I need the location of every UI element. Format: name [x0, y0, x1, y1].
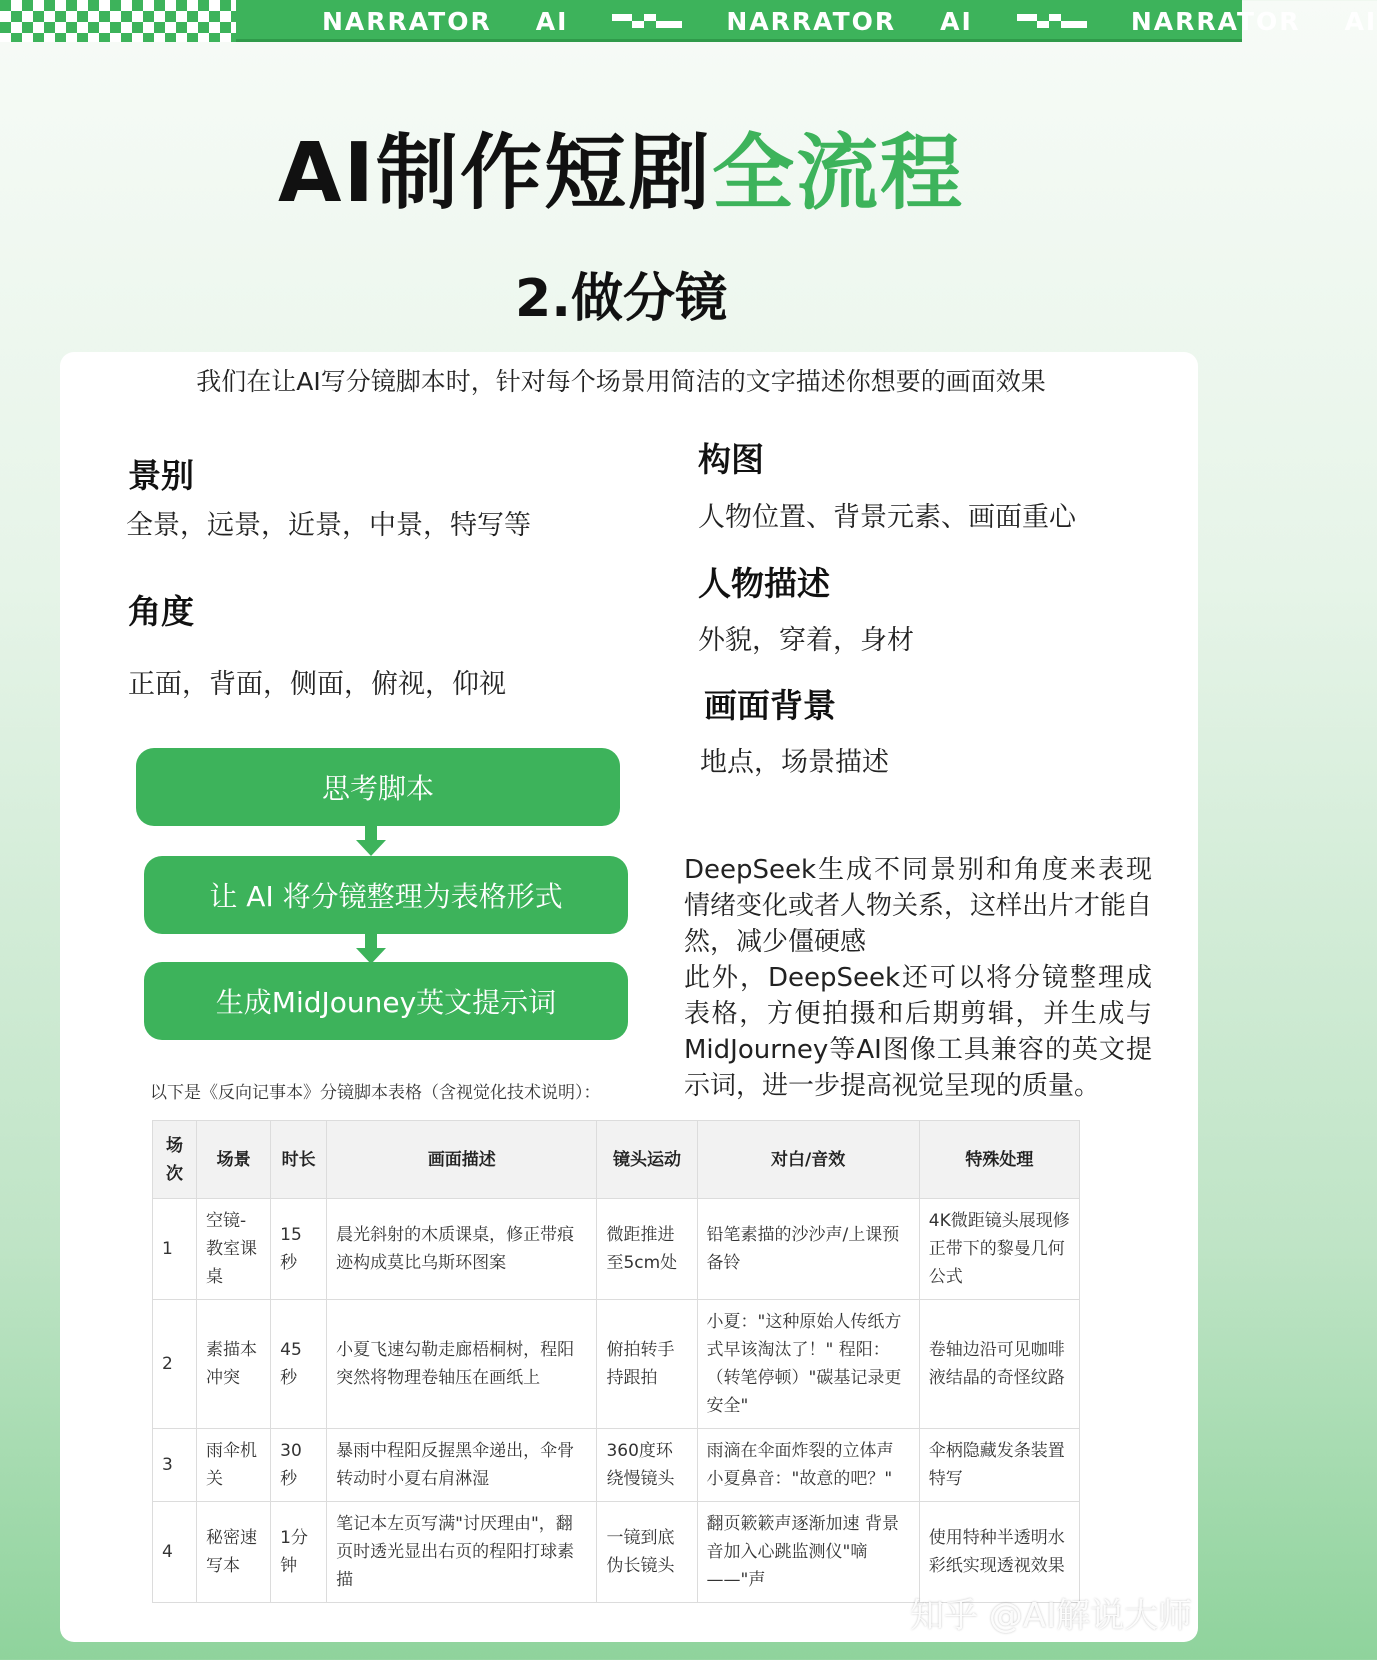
title-part2: 全流程: [711, 126, 964, 221]
background-text: 地点，场景描述: [700, 747, 889, 778]
banner-text: AI: [940, 6, 973, 36]
table-cell: 30秒: [271, 1429, 327, 1502]
table-header: 画面描述: [327, 1121, 597, 1199]
table-cell: 360度环绕慢镜头: [597, 1429, 697, 1502]
flow-step-3: [144, 962, 628, 1040]
table-cell: 一镜到底伪长镜头: [597, 1502, 697, 1603]
background-heading: 画面背景: [704, 686, 836, 725]
stripe-icon: [1017, 14, 1087, 28]
table-cell: 空镜-教室课桌: [197, 1199, 271, 1300]
table-cell: 伞柄隐藏发条装置特写: [919, 1429, 1079, 1502]
table-cell: 笔记本左页写满"讨厌理由"，翻页时透光显出右页的程阳打球素描: [327, 1502, 597, 1603]
angle-heading: 角度: [128, 592, 194, 631]
table-cell: 1分钟: [271, 1502, 327, 1603]
down-arrow-icon: [356, 826, 386, 858]
intro-text: 我们在让AI写分镜脚本时，针对每个场景用简洁的文字描述你想要的画面效果: [196, 367, 1046, 396]
character-text: 外貌，穿着，身材: [698, 625, 914, 656]
banner-text: AI: [1344, 6, 1377, 36]
table-row: [153, 1300, 1080, 1429]
table-header: 场次: [153, 1121, 197, 1199]
banner-text: NARRATOR: [322, 6, 492, 36]
banner-text: NARRATOR: [726, 6, 897, 36]
table-cell: 小夏："这种原始人传纸方式早该淘汰了！" 程阳：（转笔停顿）"碳基记录更安全": [697, 1300, 919, 1429]
flow-step-2: [144, 856, 628, 934]
table-cell: 暴雨中程阳反握黑伞递出，伞骨转动时小夏右肩淋湿: [327, 1429, 597, 1502]
table-cell: 秘密速写本: [197, 1502, 271, 1603]
table-cell: 铅笔素描的沙沙声/上课预备铃: [697, 1199, 919, 1300]
top-banner: [0, 0, 1377, 42]
table-cell: 小夏飞速勾勒走廊梧桐树，程阳突然将物理卷轴压在画纸上: [327, 1300, 597, 1429]
flow-step-1: [136, 748, 620, 826]
table-header: 场景: [197, 1121, 271, 1199]
table-cell: 微距推进至5cm处: [597, 1199, 697, 1300]
table-cell: 晨光斜射的木质课桌，修正带痕迹构成莫比乌斯环图案: [327, 1199, 597, 1300]
table-row: [153, 1429, 1080, 1502]
checker-pattern: [0, 0, 236, 42]
table-row: [153, 1199, 1080, 1300]
table-cell: 俯拍转手持跟拍: [597, 1300, 697, 1429]
table-cell: 3: [153, 1429, 197, 1502]
table-caption: 以下是《反向记事本》分镜脚本表格（含视觉化技术说明）：: [150, 1083, 601, 1103]
composition-heading: 构图: [698, 440, 764, 479]
shot-type-text: 全景，远景，近景，中景，特写等: [126, 510, 531, 541]
table-header: 镜头运动: [597, 1121, 697, 1199]
table-cell: 卷轴边沿可见咖啡液结晶的奇怪纹路: [919, 1300, 1079, 1429]
composition-text: 人物位置、背景元素、画面重心: [698, 502, 1076, 533]
table-header: 时长: [271, 1121, 327, 1199]
table-cell: 15秒: [271, 1199, 327, 1300]
table-cell: 4K微距镜头展现修正带下的黎曼几何公式: [919, 1199, 1079, 1300]
table-cell: 4: [153, 1502, 197, 1603]
table-cell: 2: [153, 1300, 197, 1429]
watermark: 知乎 @AI解说大师: [910, 1596, 1193, 1636]
table-cell: 雨滴在伞面炸裂的立体声 小夏鼻音："故意的吧？": [697, 1429, 919, 1502]
character-heading: 人物描述: [698, 564, 830, 603]
banner-ticker: [322, 0, 1377, 42]
table-header: 特殊处理: [919, 1121, 1079, 1199]
table-cell: 素描本冲突: [197, 1300, 271, 1429]
table-cell: 使用特种半透明水彩纸实现透视效果: [919, 1502, 1079, 1603]
angle-text: 正面，背面，侧面，俯视，仰视: [128, 669, 506, 700]
table-cell: 1: [153, 1199, 197, 1300]
flow-step-label: 让 AI 将分镜整理为表格形式: [209, 880, 563, 913]
description-text: DeepSeek生成不同景别和角度来表现情绪变化或者人物关系，这样出片才能自然，减少僵硬感 此外，DeepSeek还可以将分镜整理成表格，方便拍摄和后期剪辑，并生成与MidJourney等AI图像工具兼容的英文提示词，进一步提高视觉呈现的质量。: [684, 855, 1153, 1101]
table-header: 对白/音效: [697, 1121, 919, 1199]
page-subtitle: 2.做分镜: [515, 269, 727, 329]
page-title: [0, 108, 1242, 225]
table-cell: 翻页簌簌声逐渐加速 背景音加入心跳监测仪"嘀——"声: [697, 1502, 919, 1603]
flow-step-label: 生成MidJouney英文提示词: [215, 986, 557, 1019]
table-cell: 45秒: [271, 1300, 327, 1429]
table-cell: 雨伞机关: [197, 1429, 271, 1502]
stripe-icon: [612, 14, 682, 28]
storyboard-table: [152, 1120, 1080, 1603]
table-header-row: [153, 1121, 1080, 1199]
flow-step-label: 思考脚本: [321, 772, 434, 805]
shot-type-heading: 景别: [128, 456, 194, 495]
banner-text: AI: [535, 6, 569, 36]
banner-text: NARRATOR: [1130, 6, 1301, 36]
title-part1: AI制作短剧: [278, 126, 712, 221]
